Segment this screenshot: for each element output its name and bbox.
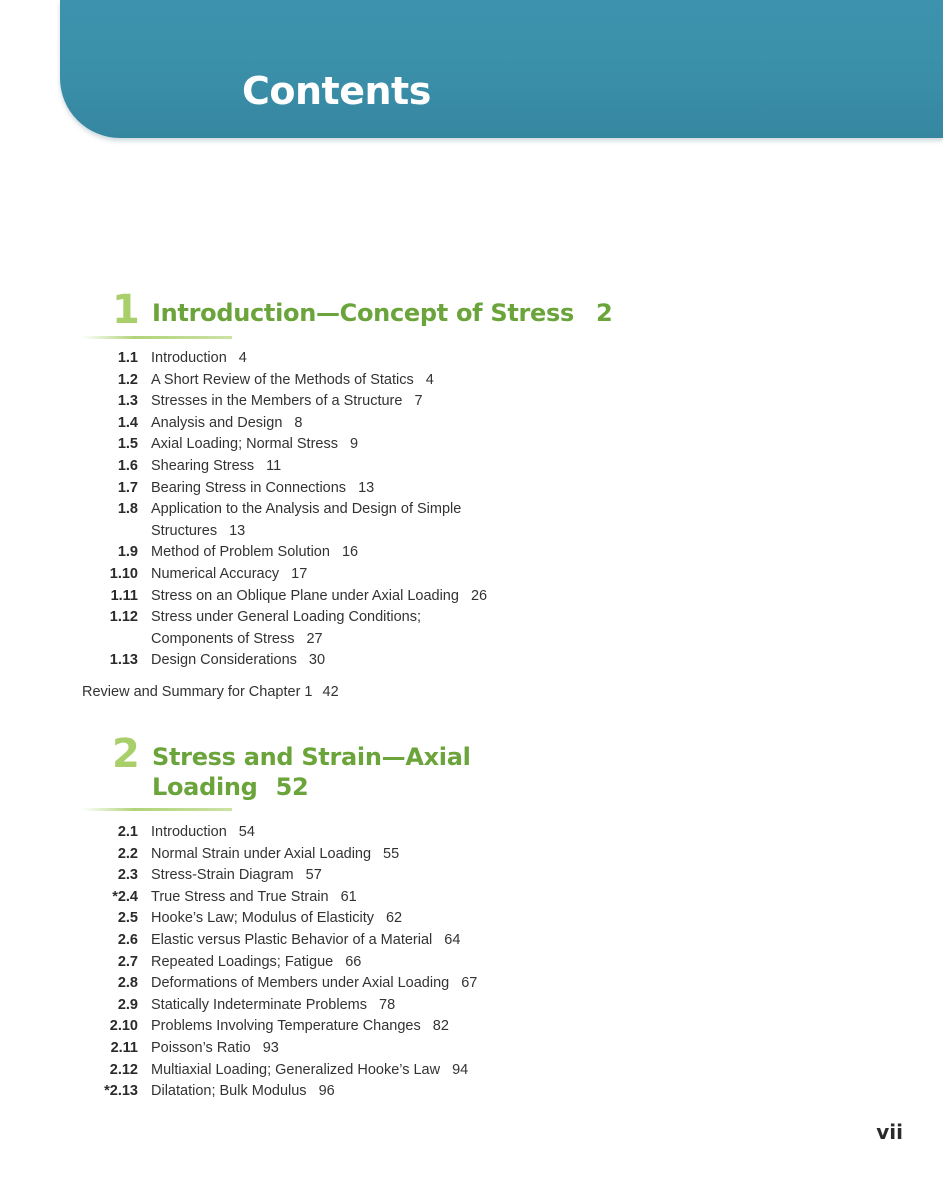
section-title: Method of Problem Solution: [151, 544, 330, 561]
section-list: [80, 822, 840, 1103]
section-page: 16: [341, 544, 359, 561]
toc-entry[interactable]: [80, 650, 840, 672]
toc-entry[interactable]: [80, 499, 840, 542]
toc-entry[interactable]: [80, 564, 840, 586]
section-title: Stress on an Oblique Plane under Axial Loading: [151, 587, 459, 604]
review-entry[interactable]: [82, 682, 339, 702]
page-title: Contents: [242, 69, 431, 113]
toc-entry[interactable]: [80, 413, 840, 435]
section-number: 2.12: [109, 1061, 138, 1078]
section-number: 1.12: [109, 609, 138, 626]
section-page: 13: [229, 522, 246, 539]
section-page: 13: [358, 479, 375, 496]
section-page: 17: [291, 565, 308, 582]
chapter-number: 1: [112, 287, 140, 333]
review-title: Review and Summary for Chapter 1: [82, 684, 313, 700]
section-number: 1.6: [117, 457, 138, 474]
chapter-underline: [82, 808, 232, 811]
section-number: 1.2: [117, 371, 138, 388]
section-title: Analysis and Design: [151, 414, 283, 431]
section-number: 1.8: [117, 501, 138, 518]
toc-entry[interactable]: [80, 478, 840, 500]
section-title: Multiaxial Loading; Generalized Hooke’s Law: [151, 1061, 441, 1078]
toc-entry[interactable]: [80, 434, 840, 456]
section-number: 2.2: [117, 845, 138, 862]
section-number: 1.1: [117, 350, 138, 366]
section-title: Dilatation; Bulk Modulus: [151, 1083, 307, 1100]
section-title: Introduction: [151, 350, 227, 366]
review-page: 42: [322, 684, 339, 700]
toc-entry[interactable]: [80, 822, 840, 844]
section-number: 1.7: [117, 479, 138, 496]
toc-entry[interactable]: [80, 865, 840, 887]
section-number: *2.4: [112, 888, 138, 905]
section-number: 2.7: [117, 953, 138, 970]
chapter-2: [80, 731, 860, 1100]
section-number: 1.4: [117, 414, 138, 431]
toc-entry[interactable]: [80, 952, 840, 974]
section-page: 64: [444, 931, 461, 948]
section-page: 30: [308, 652, 326, 669]
section-title: Hooke’s Law; Modulus of Elasticity: [151, 910, 374, 927]
toc-entry[interactable]: [80, 995, 840, 1017]
chapter-heading: [80, 731, 860, 801]
chapter-heading: [80, 287, 860, 333]
section-number: 1.5: [117, 436, 138, 453]
section-number: 1.9: [117, 544, 138, 561]
section-number: 1.13: [109, 652, 138, 669]
section-title: Statically Indeterminate Problems: [151, 996, 367, 1013]
section-title: Shearing Stress: [151, 457, 255, 474]
toc-entry[interactable]: [80, 456, 840, 478]
section-page: 26: [470, 587, 488, 604]
toc-entry[interactable]: [80, 607, 840, 650]
section-title: Stresses in the Members of a Structure: [151, 393, 403, 410]
section-title: True Stress and True Strain: [151, 888, 329, 905]
section-title: Axial Loading; Normal Stress: [151, 436, 338, 453]
section-page: 4: [425, 371, 434, 388]
section-title: Normal Strain under Axial Loading: [151, 845, 372, 862]
toc-entry[interactable]: [80, 1038, 840, 1060]
section-page: 4: [238, 350, 247, 366]
section-page: 62: [385, 910, 403, 927]
section-page: 96: [318, 1083, 335, 1100]
chapter-title-text: Stress and Strain—Axial Loading: [152, 743, 471, 801]
toc-entry[interactable]: [80, 391, 840, 413]
section-page: 94: [452, 1061, 469, 1078]
chapter-title-link[interactable]: [152, 742, 482, 802]
section-title: Stress under General Loading Conditions; Components of Stress: [151, 609, 422, 647]
chapter-page: 2: [596, 299, 613, 327]
section-number: 2.3: [117, 867, 138, 884]
toc-entry[interactable]: [80, 887, 840, 909]
toc-entry[interactable]: [80, 973, 840, 995]
section-page: 67: [461, 975, 478, 992]
section-page: 7: [414, 393, 423, 410]
toc-entry[interactable]: [80, 1081, 840, 1103]
section-page: 57: [305, 867, 322, 884]
toc-entry[interactable]: [80, 908, 840, 930]
section-title: Numerical Accuracy: [151, 565, 280, 582]
section-page: 11: [266, 457, 282, 474]
chapter-underline: [82, 336, 232, 339]
section-page: 82: [432, 1018, 449, 1035]
section-number: 1.10: [109, 565, 138, 582]
section-title: Application to the Analysis and Design of Simple Structures: [151, 501, 462, 539]
section-title: Elastic versus Plastic Behavior of a Material: [151, 931, 433, 948]
section-page: 55: [383, 845, 400, 862]
chapter-title-text: Introduction—Concept of Stress: [152, 299, 575, 327]
section-number: 2.9: [117, 996, 138, 1013]
section-page: 27: [306, 630, 323, 647]
section-list: [80, 348, 840, 672]
toc-entry[interactable]: [80, 542, 840, 564]
section-page: 54: [238, 824, 255, 840]
chapter-1: [80, 287, 860, 669]
section-title: Deformations of Members under Axial Loading: [151, 975, 450, 992]
section-title: Poisson’s Ratio: [151, 1039, 251, 1056]
section-title: Design Considerations: [151, 652, 297, 669]
section-number: 2.1: [117, 824, 138, 840]
chapter-number: 2: [112, 731, 140, 777]
section-number: 1.3: [117, 393, 138, 410]
section-page: 8: [294, 414, 303, 431]
chapter-page: 52: [275, 773, 309, 801]
toc-entry[interactable]: [80, 1060, 840, 1082]
section-page: 61: [340, 888, 357, 905]
section-number: *2.13: [104, 1083, 138, 1100]
section-title: Introduction: [151, 824, 227, 840]
section-number: 2.11: [110, 1039, 138, 1056]
section-page: 93: [262, 1039, 279, 1056]
toc-entry[interactable]: [80, 930, 840, 952]
chapter-title-link[interactable]: [152, 298, 612, 328]
section-title: Bearing Stress in Connections: [151, 479, 347, 496]
toc-entry[interactable]: [80, 370, 840, 392]
header-band: [60, 0, 943, 138]
section-number: 2.10: [109, 1018, 138, 1035]
toc-entry[interactable]: [80, 1016, 840, 1038]
section-page: 78: [379, 996, 396, 1013]
section-number: 2.5: [117, 910, 138, 927]
section-title: A Short Review of the Methods of Statics: [151, 371, 414, 388]
section-title: Stress-Strain Diagram: [151, 867, 294, 884]
section-page: 9: [349, 436, 359, 453]
page-number: vii: [876, 1120, 903, 1144]
section-number: 2.8: [117, 975, 138, 992]
section-title: Problems Involving Temperature Changes: [151, 1018, 421, 1035]
section-number: 1.11: [110, 587, 138, 604]
toc-entry[interactable]: [80, 844, 840, 866]
section-title: Repeated Loadings; Fatigue: [151, 953, 334, 970]
toc-entry[interactable]: [80, 348, 840, 370]
toc-entry[interactable]: [80, 586, 840, 608]
section-number: 2.6: [117, 931, 138, 948]
section-page: 66: [345, 953, 362, 970]
